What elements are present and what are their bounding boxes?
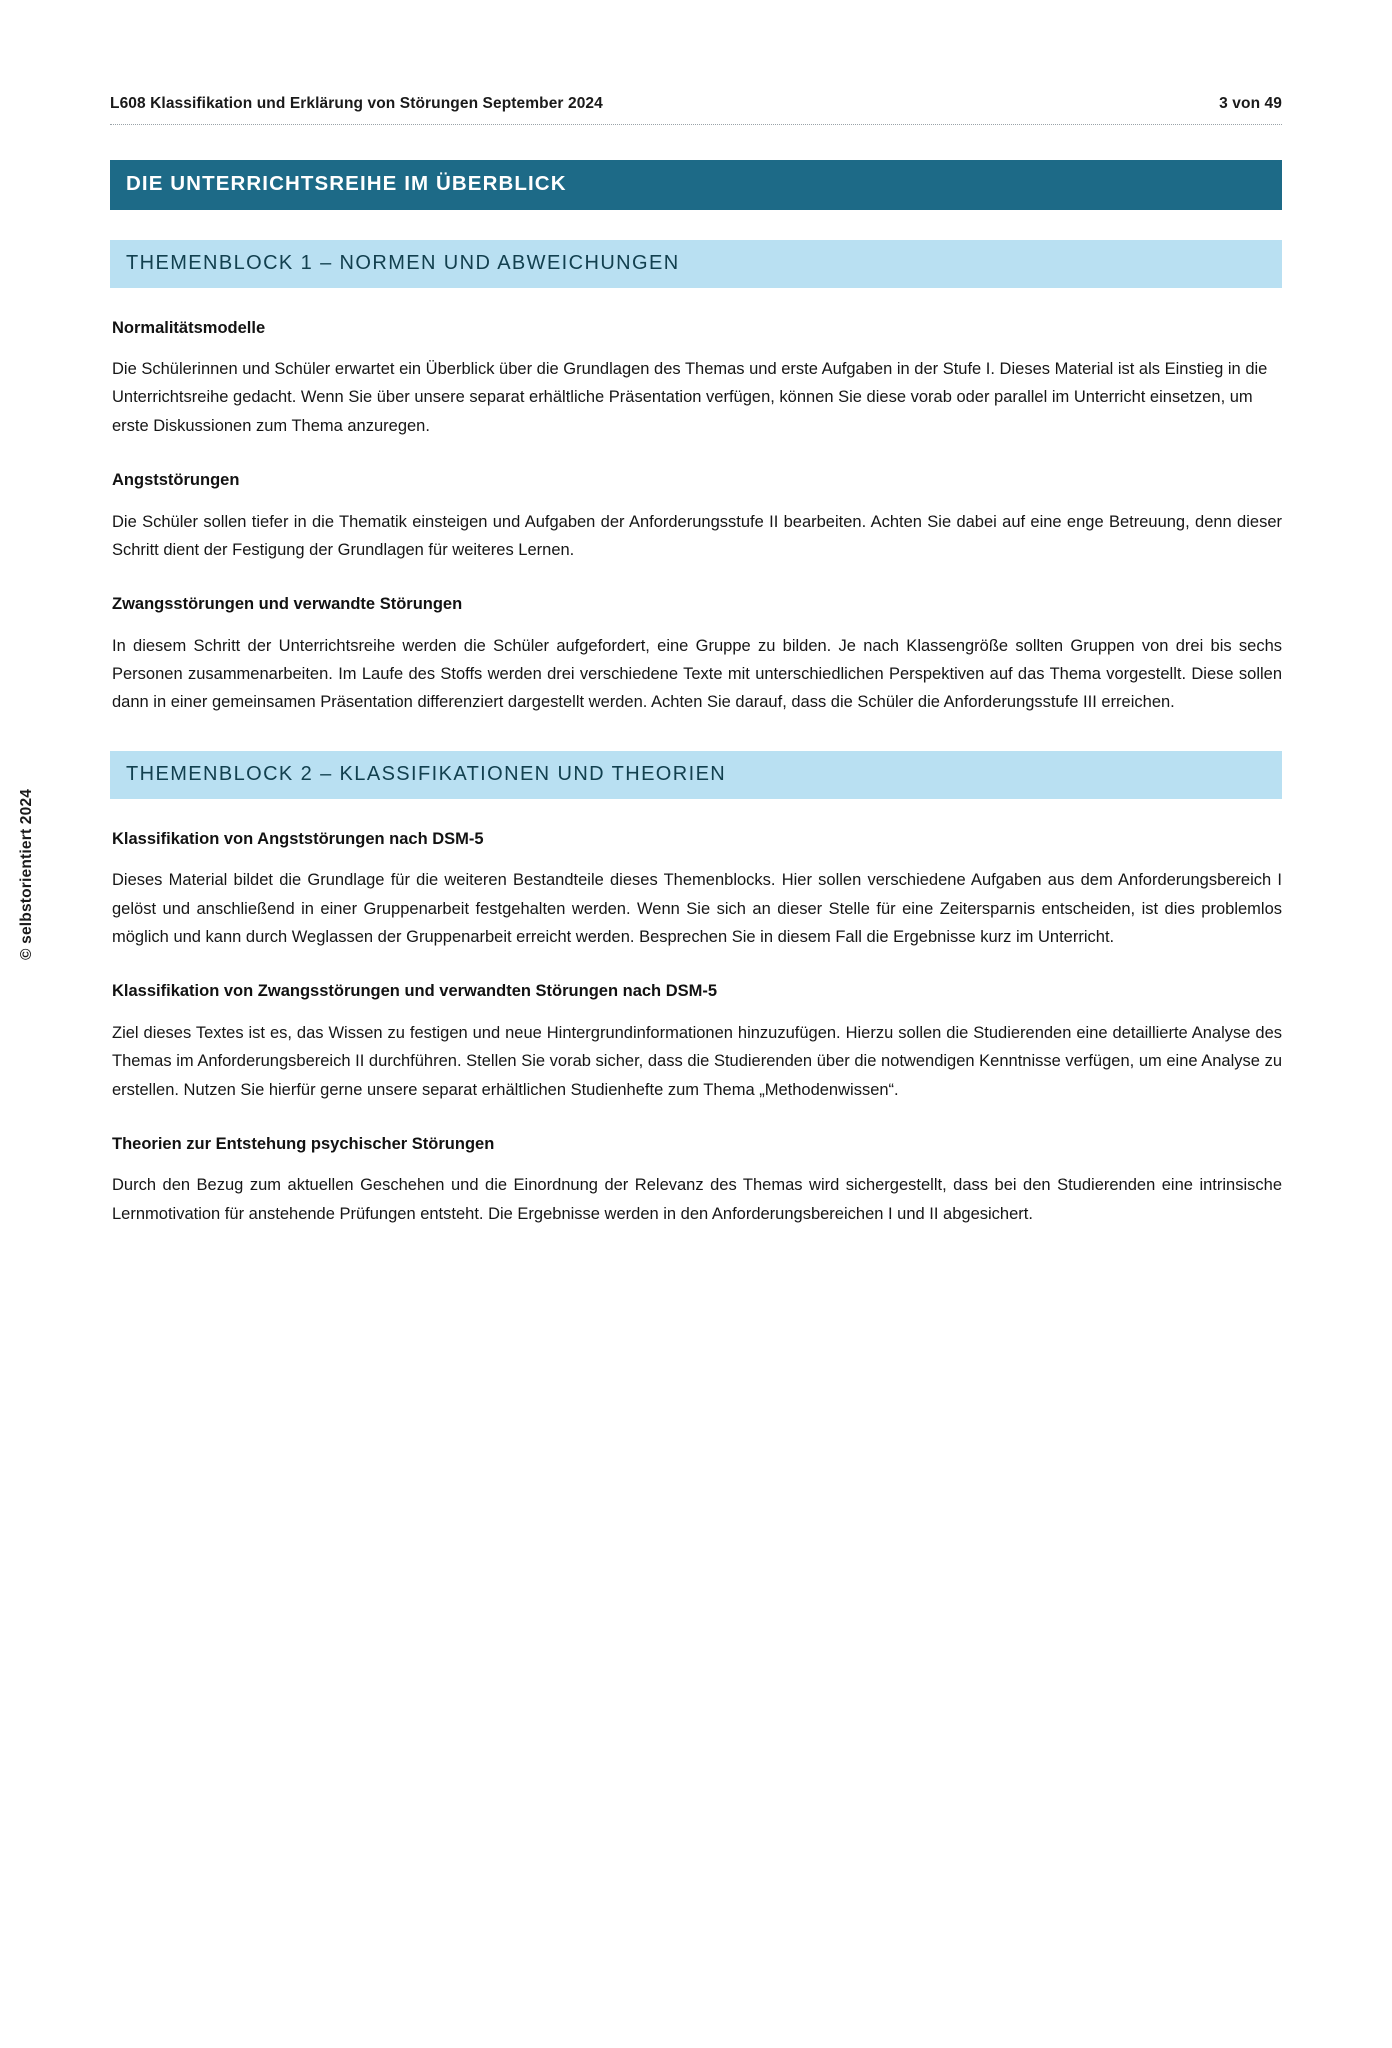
paragraph-zwangsstoerungen: In diesem Schritt der Unterrichtsreihe werden die Schüler aufgefordert, eine Gruppe zu bilden. Je nach Klassengröße sollten Gruppen von drei bis sechs Personen zusammenarbeiten. Im Laufe des Stoffs werden drei verschiedene Texte mit unterschiedlichen Perspektiven auf das Thema vorgestellt. Diese sollen dann in einer gemeinsamen Präsentation differenziert dargestellt werden. Achten Sie darauf, dass die Schüler die Anforderungsstufe III erreichen. [112, 636, 1282, 712]
page-number: 3 von 49 [1219, 95, 1282, 112]
subheading-zwangsstoerungen: Zwangsstörungen und verwandte Störungen [112, 595, 463, 614]
paragraph-angststoerungen: Die Schüler sollen tiefer in die Thematik einsteigen und Aufgaben der Anforderungsstufe II bearbeiten. Achten Sie dabei auf eine enge Betreuung, denn dieser Schritt dient der Festigung der Grundlagen für weiteres Lernen. [112, 512, 1282, 559]
subheading-angststoerungen: Angststörungen [112, 471, 240, 490]
subheading-klassifikation-angst: Klassifikation von Angststörungen nach DSM-5 [112, 829, 484, 848]
header-divider [110, 124, 1282, 125]
subheading-klassifikation-zwang: Klassifikation von Zwangsstörungen und verwandten Störungen nach DSM-5 [112, 982, 718, 1001]
page-header [110, 95, 1282, 113]
paragraph-klassifikation-angst: Dieses Material bildet die Grundlage für die weiteren Bestandteile dieses Themenblocks. Hier sollen verschiedene Aufgaben aus dem Anforderungsbereich I gelöst und anschließend in einer Gruppenarbeit festgehalten werden. Wenn Sie sich an dieser Stelle für eine Zeitersparnis entscheiden, ist dies problemlos möglich und kann durch Weglassen der Gruppenarbeit erreicht werden. Besprechen Sie in diesem Fall die Ergebnisse kurz im Unterricht. [112, 871, 1282, 947]
page-title: DIE UNTERRICHTSREIHE IM ÜBERBLICK [110, 160, 1282, 210]
document-content [110, 160, 1282, 1228]
copyright-sidenote: © selbstorientiert 2024 [18, 788, 35, 960]
paragraph-normalitaetsmodelle: Die Schülerinnen und Schüler erwartet ein Überblick über die Grundlagen des Themas und erste Aufgaben in der Stufe I. Dieses Material ist als Einstieg in die Unterrichtsreihe gedacht. Wenn Sie über unsere separat erhältliche Präsentation verfügen, können Sie diese vorab oder parallel im Unterricht einsetzen, um erste Diskussionen zum Thema anzuregen. [112, 359, 1268, 435]
section-heading-2: THEMENBLOCK 2 – KLASSIFIKATIONEN UND THEORIEN [110, 751, 1282, 799]
section-heading-1: THEMENBLOCK 1 – NORMEN UND ABWEICHUNGEN [110, 240, 1282, 288]
paragraph-theorien: Durch den Bezug zum aktuellen Geschehen und die Einordnung der Relevanz des Themas wird sichergestellt, dass bei den Studierenden eine intrinsische Lernmotivation für anstehende Prüfungen entsteht. Die Ergebnisse werden in den Anforderungsbereichen I und II abgesichert. [112, 1176, 1282, 1223]
header-title: L608 Klassifikation und Erklärung von Störungen September 2024 [110, 95, 603, 112]
subheading-theorien: Theorien zur Entstehung psychischer Störungen [112, 1134, 495, 1153]
subheading-normalitaetsmodelle: Normalitätsmodelle [112, 318, 266, 337]
paragraph-klassifikation-zwang: Ziel dieses Textes ist es, das Wissen zu festigen und neue Hintergrundinformationen hinzuzufügen. Hierzu sollen die Studierenden eine detaillierte Analyse des Themas im Anforderungsbereich II durchführen. Stellen Sie vorab sicher, dass die Studierenden über die notwendigen Kenntnisse verfügen, um eine Analyse zu erstellen. Nutzen Sie hierfür gerne unsere separat erhältlichen Studienhefte zum Thema „Methodenwissen“. [112, 1023, 1282, 1099]
